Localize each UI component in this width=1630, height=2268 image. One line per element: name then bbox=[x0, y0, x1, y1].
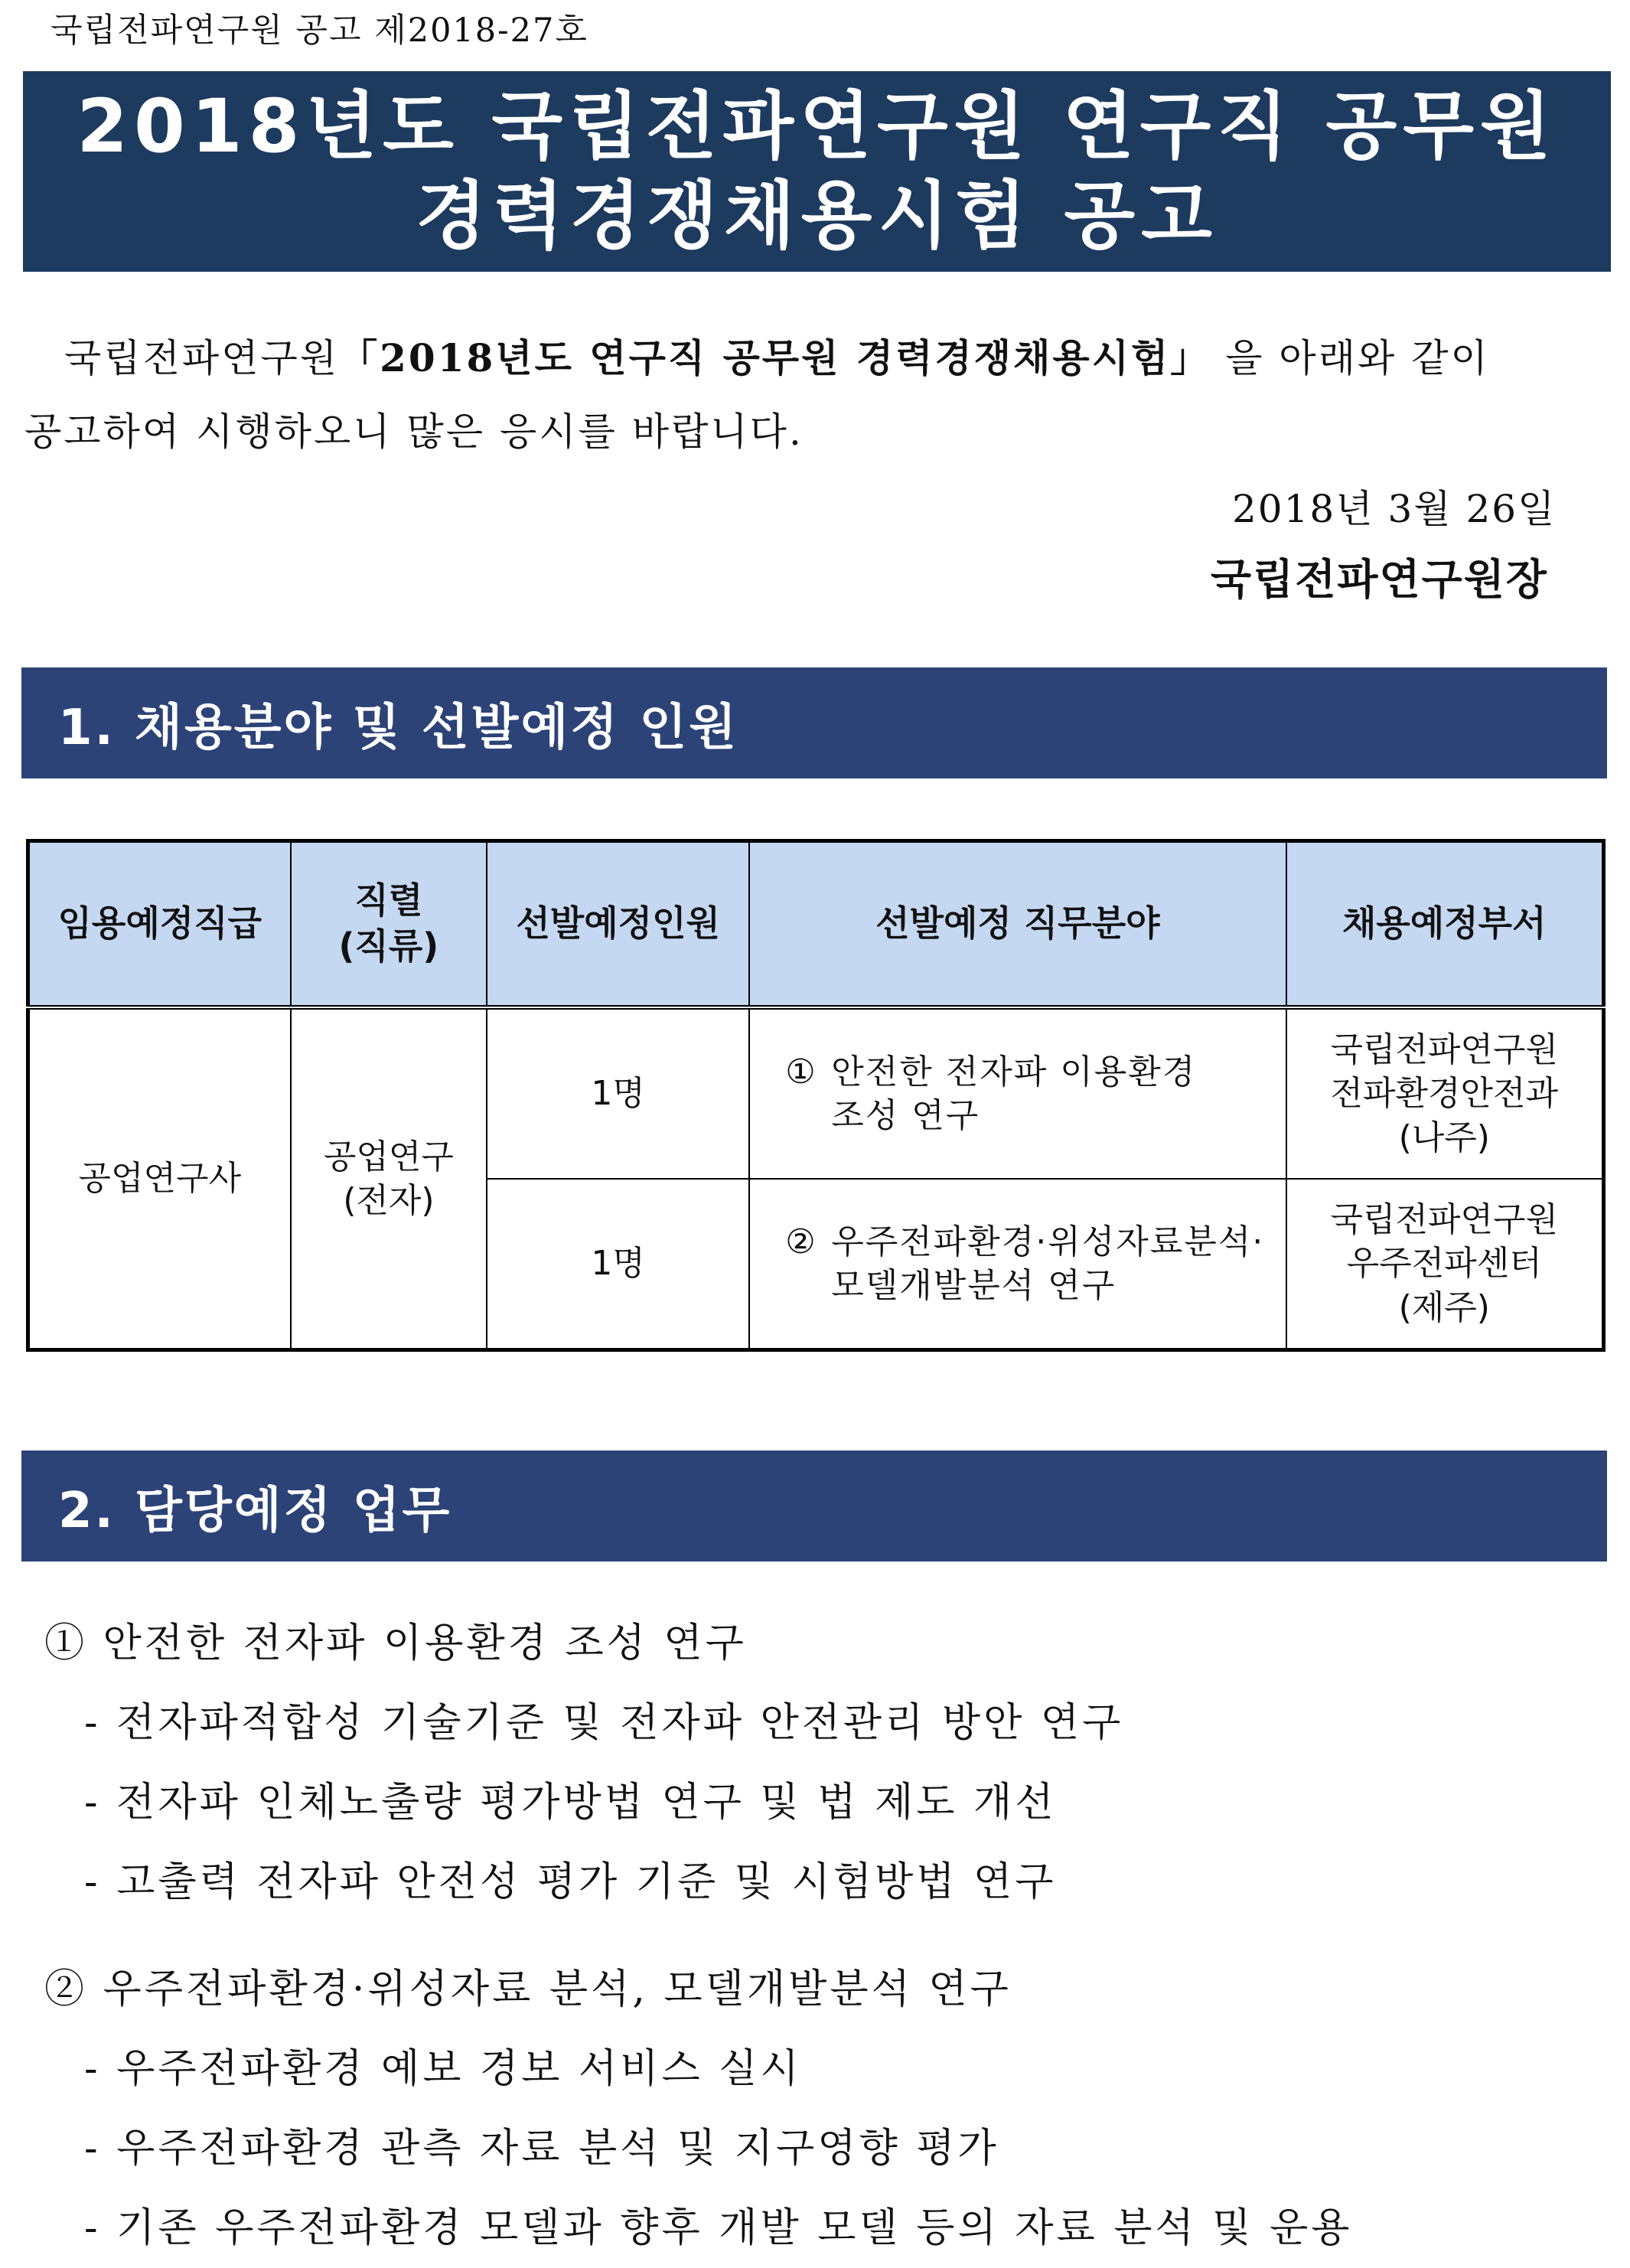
header-field: 선발예정 직무분야 bbox=[749, 841, 1286, 1008]
field-number: ② bbox=[785, 1222, 817, 1261]
header-series-line2: (직류) bbox=[338, 925, 439, 967]
intro-paragraph bbox=[24, 321, 1601, 468]
signer: 국립전파연구원장 bbox=[1211, 555, 1549, 604]
field-line-1: 우주전파환경·위성자료분석· bbox=[831, 1222, 1265, 1261]
intro-line-2: 공고하여 시행하오니 많은 응시를 바랍니다. bbox=[24, 410, 804, 454]
section-2-header: 2. 담당예정 업무 bbox=[21, 1451, 1607, 1561]
cell-series-line1: 공업연구 bbox=[323, 1137, 454, 1176]
header-dept: 채용예정부서 bbox=[1286, 841, 1604, 1008]
notice-date: 2018년 3월 26일 bbox=[1232, 487, 1557, 531]
dept-line-2: 전파환경안전과 bbox=[1330, 1074, 1559, 1114]
cell-field bbox=[749, 1007, 1286, 1179]
title-line-1: 2018년도 국립전파연구원 연구직 공무원 bbox=[77, 83, 1557, 169]
dept-line-1: 국립전파연구원 bbox=[1330, 1030, 1559, 1070]
header-grade: 임용예정직급 bbox=[28, 841, 291, 1008]
field-line-2: 모델개발분석 연구 bbox=[831, 1266, 1117, 1306]
cell-count: 1명 bbox=[487, 1007, 749, 1179]
cell-dept bbox=[1286, 1007, 1604, 1179]
cell-dept bbox=[1286, 1179, 1604, 1349]
field-number: ① bbox=[785, 1052, 817, 1092]
header-series bbox=[291, 841, 487, 1008]
duty-item: - 우주전파환경 예보 경보 서비스 실시 bbox=[84, 2046, 802, 2092]
duty-heading: ② 우주전파환경·위성자료 분석, 모델개발분석 연구 bbox=[44, 1966, 1012, 2012]
header-series-line1: 직렬 bbox=[354, 879, 423, 922]
title-banner bbox=[23, 71, 1611, 272]
cell-count: 1명 bbox=[487, 1179, 749, 1349]
intro-prefix: 국립전파연구원 bbox=[64, 336, 340, 380]
notice-number: 국립전파연구원 공고 제2018-27호 bbox=[51, 11, 588, 50]
cell-field bbox=[749, 1179, 1286, 1349]
recruitment-table bbox=[26, 839, 1606, 1352]
cell-series bbox=[291, 1007, 487, 1350]
dept-line-1: 국립전파연구원 bbox=[1330, 1200, 1559, 1240]
duty-item: - 기존 우주전파환경 모델과 향후 개발 모델 등의 자료 분석 및 운용 bbox=[84, 2205, 1353, 2251]
dept-line-3: (제주) bbox=[1398, 1287, 1490, 1327]
duty-item: - 전자파 인체노출량 평가방법 연구 및 법 제도 개선 bbox=[84, 1780, 1057, 1826]
intro-suffix: 을 아래와 같이 bbox=[1225, 336, 1490, 380]
duty-heading: ① 안전한 전자파 이용환경 조성 연구 bbox=[44, 1620, 747, 1666]
field-line-2: 조성 연구 bbox=[831, 1096, 980, 1136]
duty-item: - 전자파적합성 기술기준 및 전자파 안전관리 방안 연구 bbox=[84, 1700, 1124, 1746]
duties-list bbox=[44, 1604, 1352, 2268]
field-line-1: 안전한 전자파 이용환경 bbox=[831, 1052, 1197, 1092]
dept-line-3: (나주) bbox=[1398, 1118, 1490, 1157]
table-row bbox=[28, 1007, 1604, 1179]
intro-quoted-title: 「2018년도 연구직 공무원 경력경쟁채용시험」 bbox=[339, 335, 1211, 380]
cell-grade: 공업연구사 bbox=[28, 1007, 291, 1350]
section-1-header: 1. 채용분야 및 선발예정 인원 bbox=[21, 667, 1607, 778]
duty-item: - 우주전파환경 관측 자료 분석 및 지구영향 평가 bbox=[84, 2126, 999, 2172]
header-count: 선발예정인원 bbox=[487, 841, 749, 1008]
cell-series-line2: (전자) bbox=[343, 1181, 435, 1220]
table-header-row bbox=[28, 841, 1604, 1008]
intro-line-1 bbox=[24, 321, 1601, 395]
dept-line-2: 우주전파센터 bbox=[1346, 1244, 1542, 1284]
title-line-2: 경력경쟁채용시험 공고 bbox=[416, 173, 1218, 259]
duty-item: - 고출력 전자파 안전성 평가 기준 및 시험방법 연구 bbox=[84, 1859, 1057, 1905]
